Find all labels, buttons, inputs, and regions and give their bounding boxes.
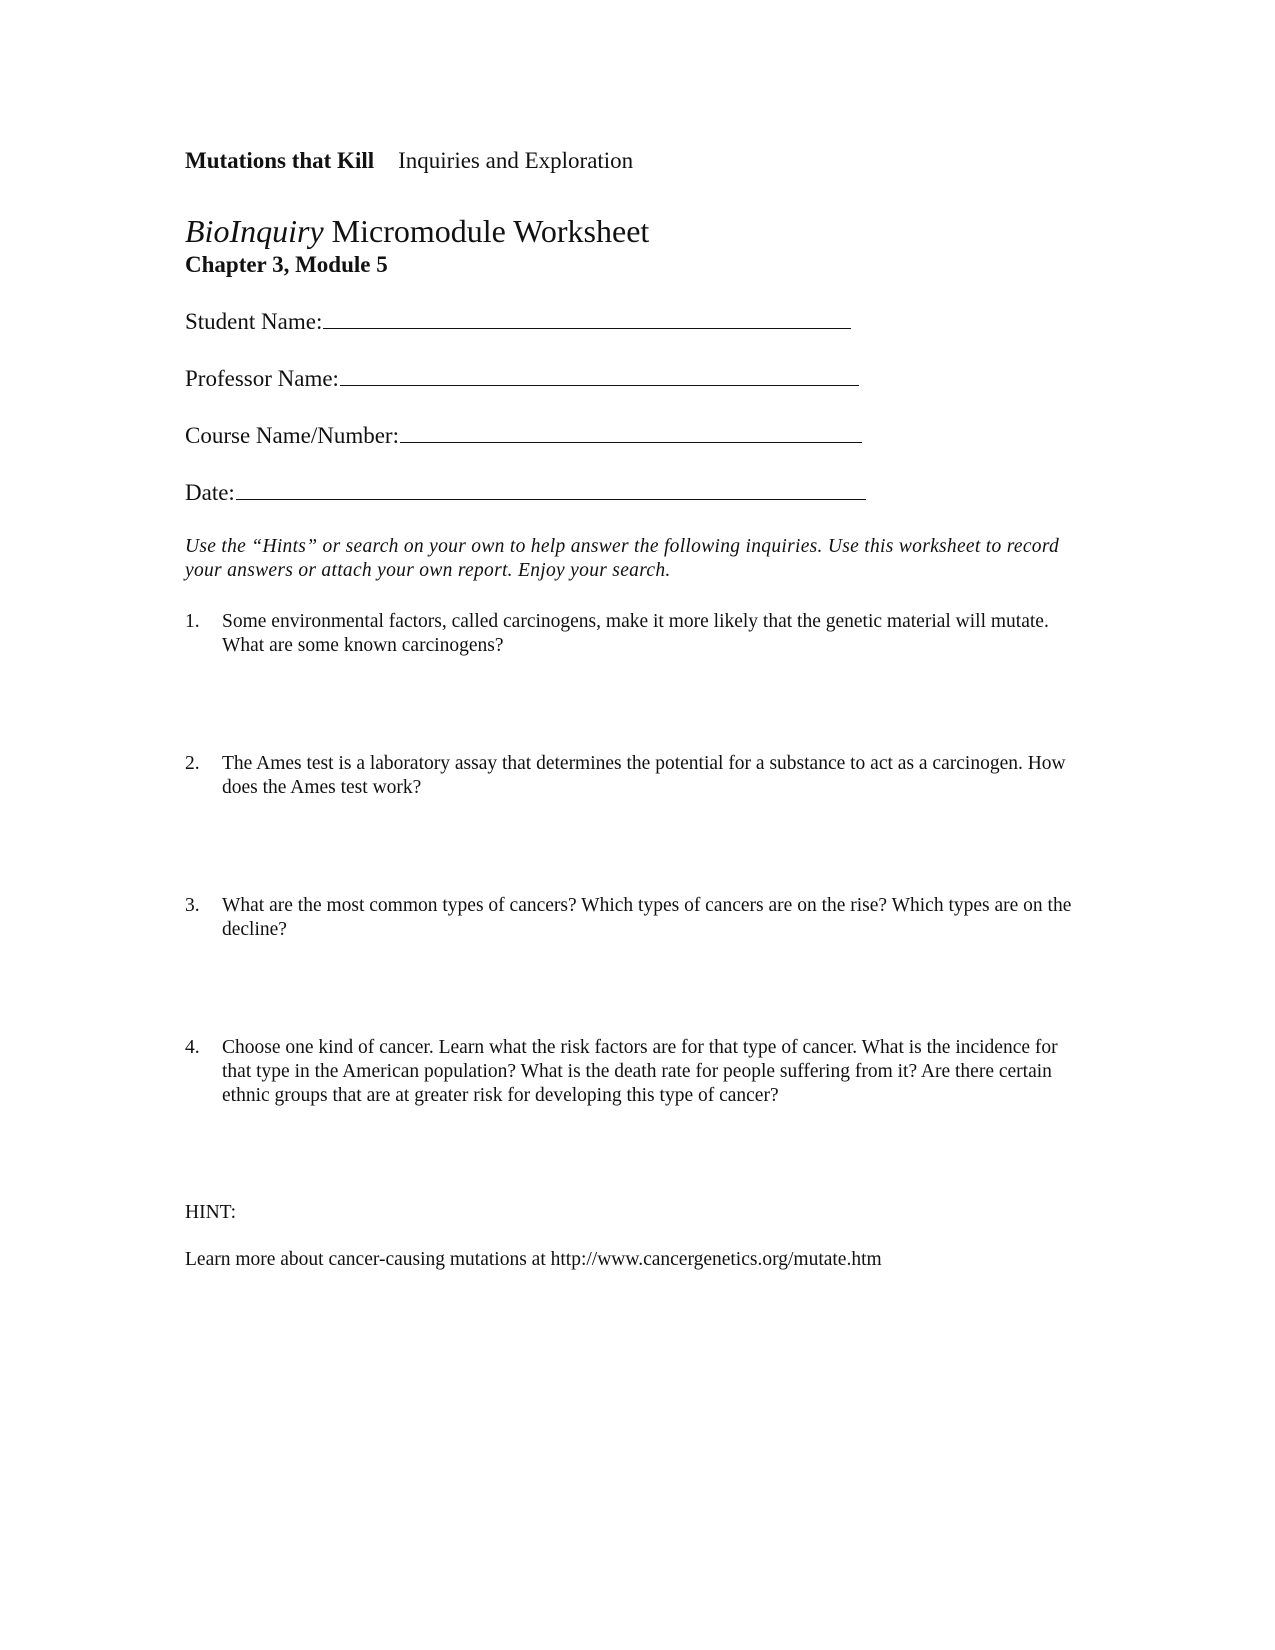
- date-blank[interactable]: [236, 498, 866, 500]
- professor-name-blank[interactable]: [340, 384, 859, 386]
- student-name-blank[interactable]: [323, 327, 851, 329]
- professor-name-label: Professor Name:: [185, 366, 339, 391]
- instructions-paragraph: Use the “Hints” or search on your own to help answer the following inquiries. Use this worksheet to record your answers or attach your own report. Enjoy your search.: [185, 536, 1060, 581]
- question-text: Some environmental factors, called carcinogens, make it more likely that the genetic material will mutate. What are some known carcinogens?: [222, 611, 1049, 656]
- question-text: The Ames test is a laboratory assay that determines the potential for a substance to act as a carcinogen. How does the Ames test work?: [222, 753, 1066, 798]
- question-item: [185, 1036, 1085, 1108]
- course-name-blank[interactable]: [400, 441, 862, 443]
- student-name-label: Student Name:: [185, 309, 323, 334]
- question-number: 4.: [185, 1037, 200, 1058]
- worksheet-title: [185, 213, 649, 250]
- document-header: [185, 148, 633, 174]
- worksheet-page: [185, 0, 1085, 1650]
- question-text: Choose one kind of cancer. Learn what the risk factors are for that type of cancer. What is the incidence for that type in the American population? What is the death rate for people suffering from it? Are there certain ethnic groups that are at greater risk for developing this type of cancer?: [222, 1037, 1058, 1106]
- worksheet-title-italic: BioInquiry: [185, 213, 324, 249]
- date-label: Date:: [185, 480, 235, 505]
- worksheet-title-rest: Micromodule Worksheet: [323, 213, 650, 249]
- header-subtitle: Inquiries and Exploration: [398, 148, 634, 173]
- question-item: [185, 894, 1085, 942]
- question-number: 3.: [185, 895, 200, 916]
- date-field: [185, 480, 866, 506]
- chapter-label: Chapter 3, Module 5: [185, 252, 388, 277]
- hint-text: Learn more about cancer-causing mutations at http://www.cancergenetics.org/mutate.htm: [185, 1249, 882, 1270]
- question-number: 2.: [185, 753, 200, 774]
- question-number: 1.: [185, 611, 200, 632]
- question-item: [185, 610, 1085, 658]
- question-text: What are the most common types of cancers? Which types of cancers are on the rise? Which types are on the decline?: [222, 895, 1072, 940]
- professor-name-field: [185, 366, 859, 392]
- header-title: Mutations that Kill: [185, 148, 375, 173]
- hint-label: HINT:: [185, 1202, 237, 1223]
- course-name-label: Course Name/Number:: [185, 423, 399, 448]
- student-name-field: [185, 309, 851, 335]
- question-item: [185, 752, 1085, 800]
- course-name-field: [185, 423, 862, 449]
